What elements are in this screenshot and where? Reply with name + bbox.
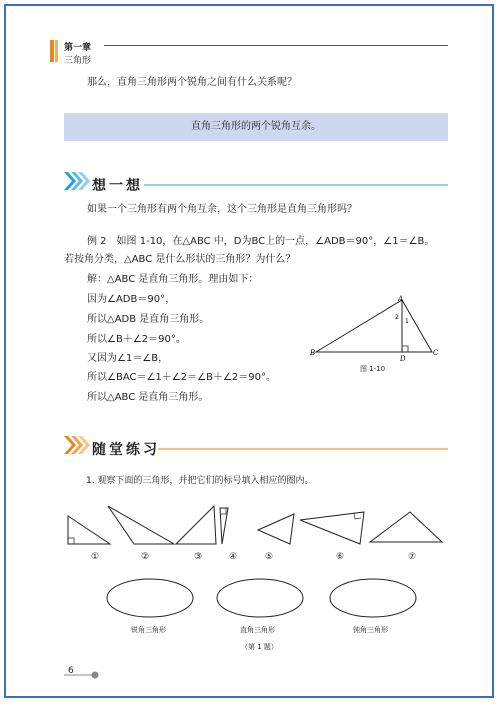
triangle-2	[108, 506, 174, 544]
exercise-caption: （第 1 题）	[241, 643, 278, 651]
label-C: C	[433, 349, 439, 357]
oval-label-acute: 锐角三角形	[131, 626, 166, 634]
think-question: 如果一个三角形有两个角互余，这个三角形是直角三角形吗？	[87, 204, 357, 215]
label-B: B	[310, 349, 316, 357]
conclusion-box	[64, 113, 448, 141]
think-section-title: 想一想	[92, 178, 143, 194]
label-angle-1: 1	[405, 318, 409, 325]
oval-right	[217, 579, 303, 617]
solution-line-1: 解：△ABC 是直角三角形。理由如下：	[87, 274, 259, 285]
example-line-2: 若按角分类，△ABC 是什么形状的三角形？为什么？	[64, 254, 296, 265]
label-angle-2: 2	[395, 314, 399, 321]
exercise-1-text: 1. 观察下面的三角形，并把它们的标号填入相应的圈内。	[86, 476, 314, 486]
page-number-rule	[64, 670, 100, 680]
triangle-number-3: ③	[194, 552, 203, 562]
header-accent-bar	[50, 40, 54, 62]
triangle-3	[176, 506, 216, 544]
answer-ovals	[100, 575, 420, 621]
solution-line-2: 因为∠ADB＝90°，	[87, 294, 176, 305]
oval-label-obtuse: 钝角三角形	[353, 626, 388, 634]
conclusion-text: 直角三角形的两个锐角互余。	[191, 121, 321, 132]
triangle-number-5: ⑤	[265, 552, 274, 562]
header-rule	[104, 45, 448, 46]
oval-acute	[107, 579, 193, 617]
header-accent-bar-light	[55, 40, 58, 62]
solution-line-7: 所以△ABC 是直角三角形。	[87, 392, 209, 403]
oval-obtuse	[330, 579, 416, 617]
triangle-number-6: ⑥	[336, 552, 345, 562]
chevron-arrows-icon	[64, 436, 90, 454]
triangle-number-7: ⑦	[408, 552, 417, 562]
practice-section-title: 随堂练习	[92, 442, 160, 458]
solution-line-5: 又因为∠1＝∠B，	[87, 353, 169, 364]
chevron-arrows-icon	[64, 172, 90, 190]
page-number: 6	[68, 666, 74, 676]
figure-caption: 图 1-10	[360, 365, 386, 373]
chapter-subtitle: 三角形	[64, 56, 92, 66]
label-D: D	[400, 355, 406, 363]
chapter-label: 第一章	[64, 43, 92, 53]
triangles-row	[64, 500, 448, 550]
triangle-5	[258, 514, 294, 544]
figure-1-10	[308, 292, 444, 372]
triangle-4	[220, 508, 228, 544]
label-A: A	[398, 295, 404, 303]
triangle-7	[370, 512, 442, 542]
triangle-number-4: ④	[229, 552, 238, 562]
example-line-1: 例 2 如图 1-10，在△ABC 中，D为BC上的一点，∠ADB＝90°，∠1＝∠B。	[87, 236, 435, 247]
oval-label-right: 直角三角形	[240, 626, 275, 634]
intro-question: 那么，直角三角形两个锐角之间有什么关系呢？	[87, 77, 297, 88]
solution-line-3: 所以△ADB 是直角三角形。	[87, 314, 210, 325]
triangle-number-1: ①	[91, 552, 100, 562]
triangle-number-2: ②	[141, 552, 150, 562]
solution-line-6: 所以∠BAC＝∠1＋∠2＝∠B＋∠2＝90°。	[87, 372, 277, 383]
solution-line-4: 所以∠B＋∠2＝90°。	[87, 334, 186, 345]
